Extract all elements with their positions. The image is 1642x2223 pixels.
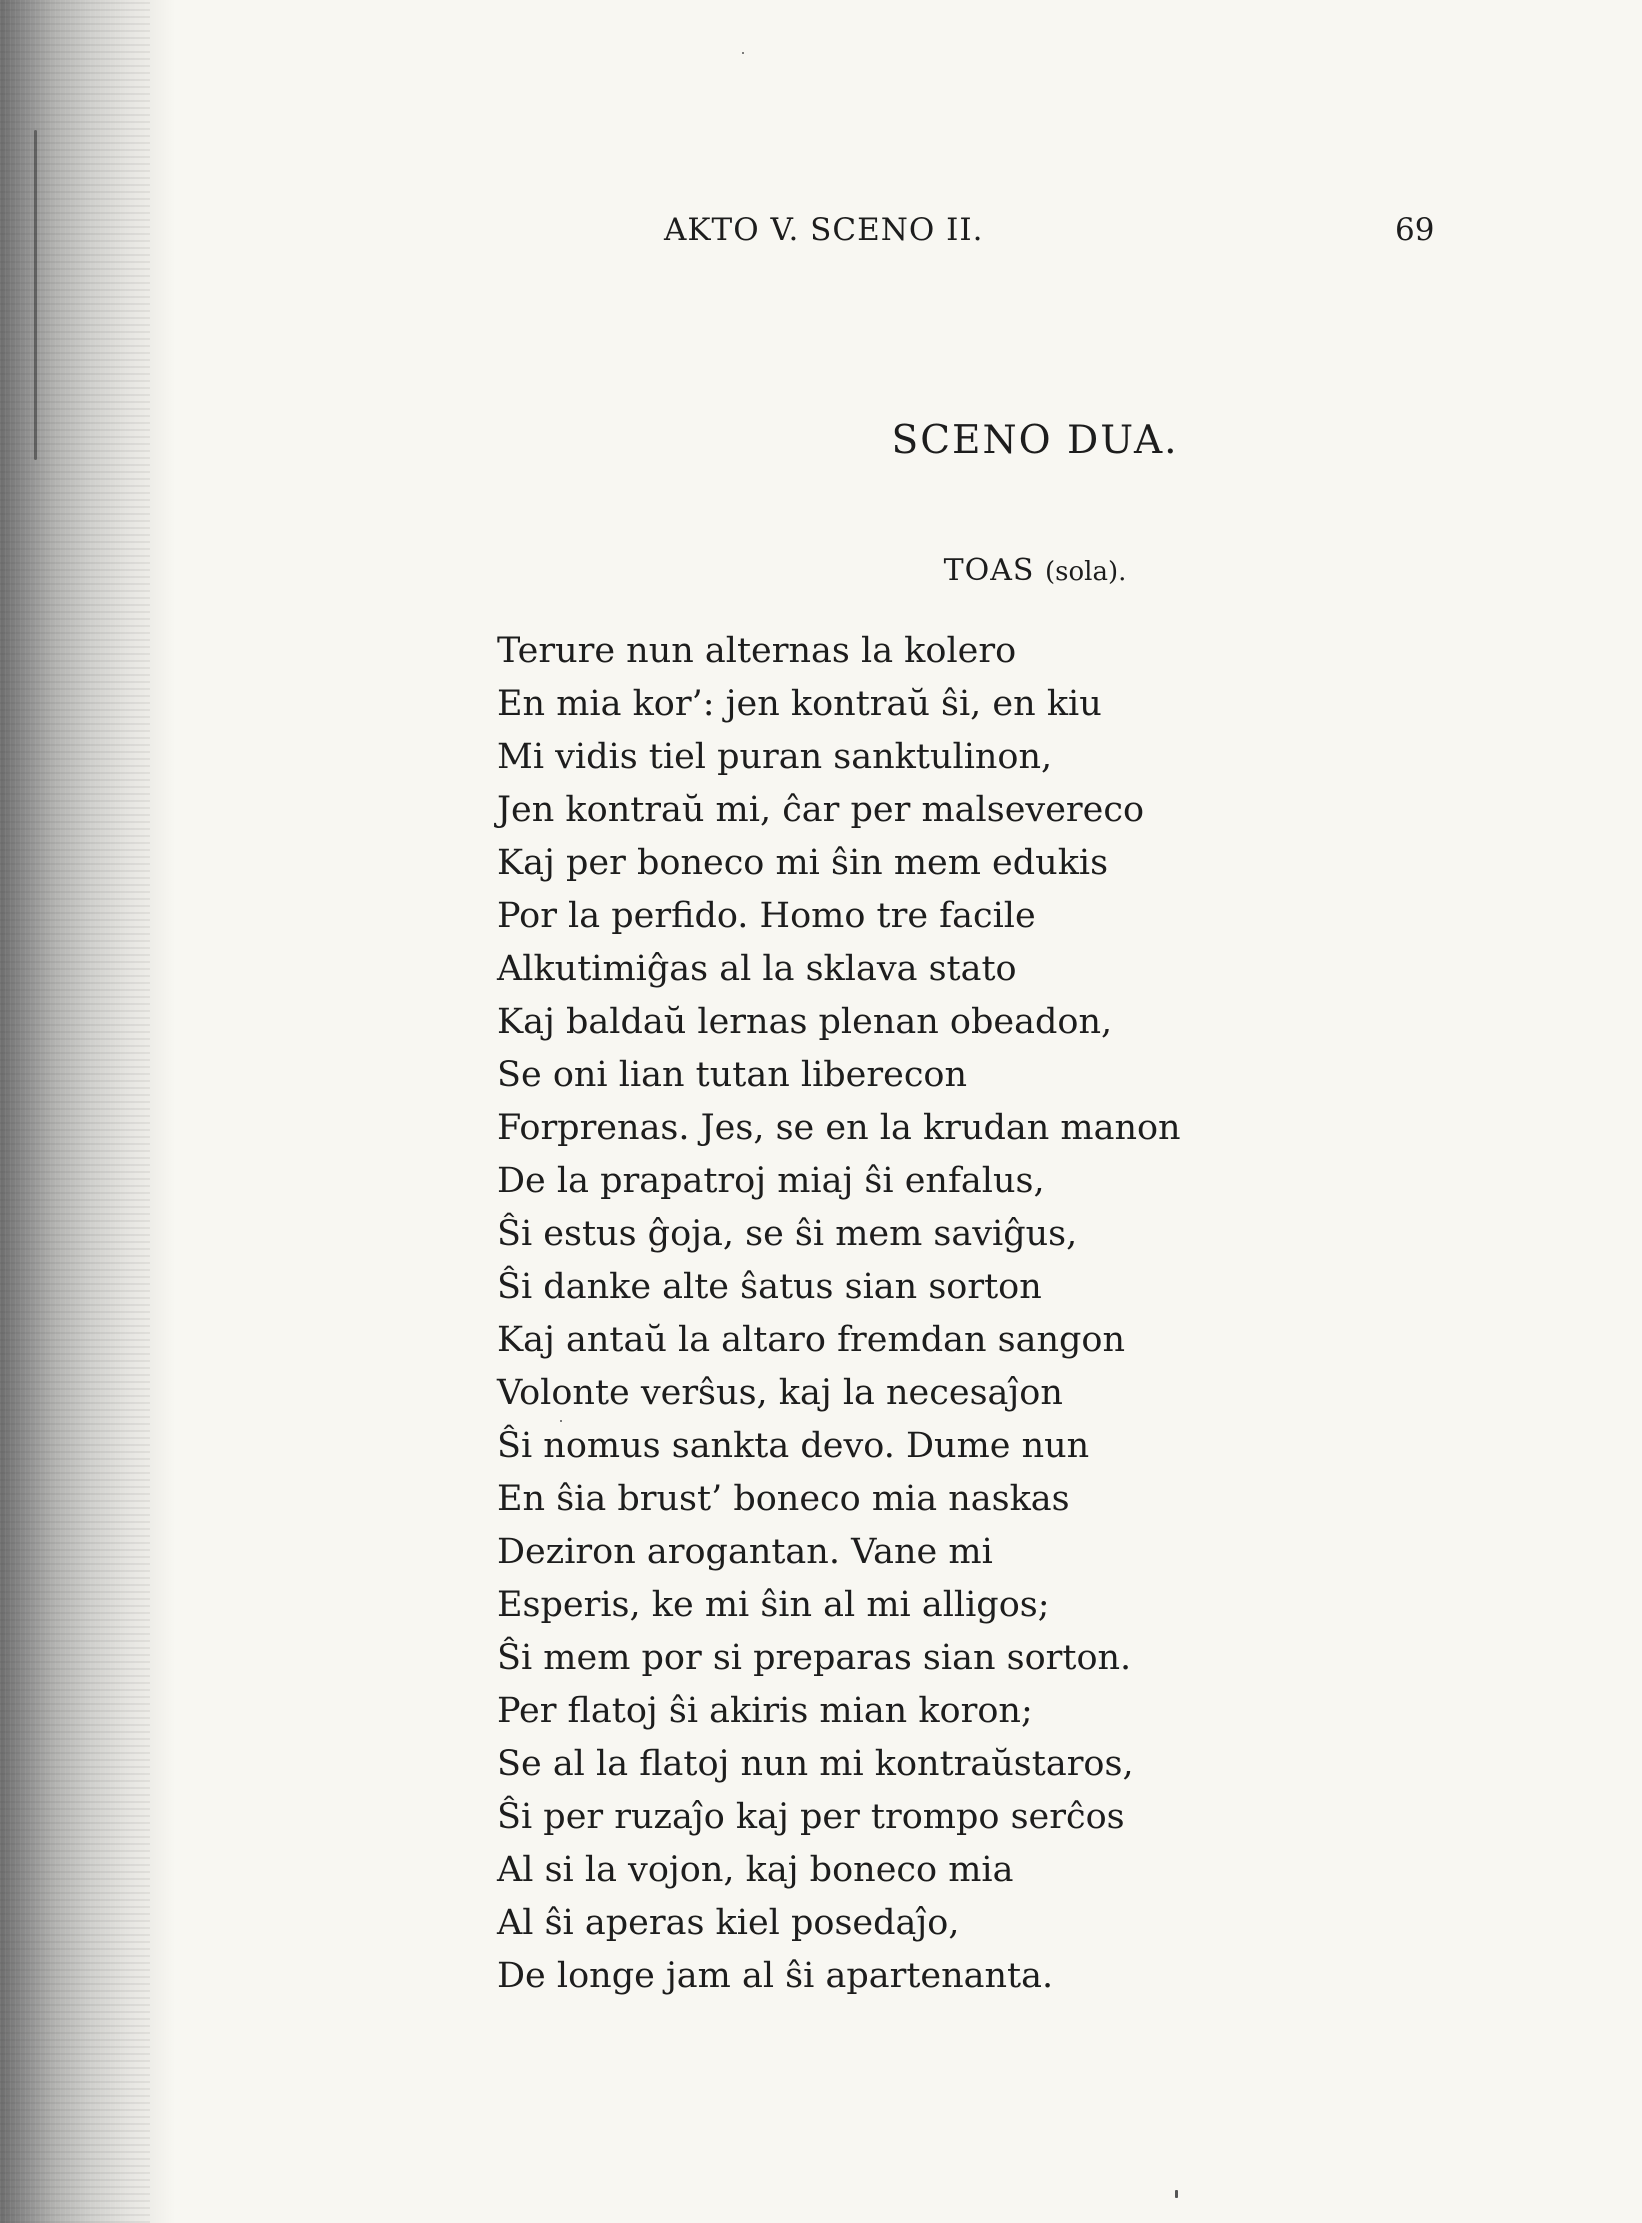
verse-line: Kaj antaŭ la altaro fremdan sangon — [497, 1320, 1126, 1360]
running-header-title: AKTO V. SCENO II. — [664, 212, 984, 248]
verse-line: Por la perfido. Homo tre facile — [497, 896, 1036, 936]
binding-edge-mark — [34, 130, 37, 460]
verse-line: Ŝi nomus sankta devo. Dume nun — [497, 1426, 1090, 1466]
verse-line: Esperis, ke mi ŝin al mi alligos; — [497, 1585, 1050, 1625]
verse-line: Al ŝi aperas kiel posedaĵo, — [497, 1903, 960, 1943]
verse-line: Deziron arogantan. Vane mi — [497, 1532, 993, 1572]
verse-line: Volonte verŝus, kaj la necesaĵon — [497, 1373, 1063, 1413]
verse-line: Ŝi estus ĝoja, se ŝi mem saviĝus, — [497, 1214, 1078, 1254]
binding-texture — [0, 0, 150, 2223]
speaker-heading — [0, 553, 1642, 588]
stage-direction: (sola). — [1045, 557, 1127, 587]
verse-line: Mi vidis tiel puran sanktulinon, — [497, 737, 1053, 777]
page-number: 69 — [1395, 212, 1435, 248]
paper-speck — [1175, 2190, 1178, 2198]
verse-line: Forprenas. Jes, se en la krudan manon — [497, 1108, 1181, 1148]
verse-line: En mia kor’: jen kontraŭ ŝi, en kiu — [497, 684, 1102, 724]
verse-line: Per flatoj ŝi akiris mian koron; — [497, 1691, 1033, 1731]
verse-line: Kaj baldaŭ lernas plenan obeadon, — [497, 1002, 1113, 1042]
speaker-name: TOAS — [943, 553, 1035, 588]
verse-line: De longe jam al ŝi apartenanta. — [497, 1956, 1054, 1996]
verse-line: Terure nun alternas la kolero — [497, 631, 1017, 671]
verse-line: Se oni lian tutan liberecon — [497, 1055, 968, 1095]
scene-title: SCENO DUA. — [891, 418, 1179, 463]
verse-line: Alkutimiĝas al la sklava stato — [497, 949, 1017, 989]
verse-line: Se al la flatoj nun mi kontraŭstaros, — [497, 1744, 1134, 1784]
verse-line: Ŝi mem por si preparas sian sorton. — [497, 1638, 1132, 1678]
verse-line: Ŝi per ruzaĵo kaj per trompo serĉos — [497, 1797, 1125, 1837]
verse-line: En ŝia brust’ boneco mia naskas — [497, 1479, 1070, 1519]
paper-speck — [742, 52, 744, 54]
verse-line: Al si la vojon, kaj boneco mia — [497, 1850, 1014, 1890]
verse-line: Kaj per boneco mi ŝin mem edukis — [497, 843, 1109, 883]
verse-line: De la prapatroj miaj ŝi enfalus, — [497, 1161, 1045, 1201]
verse-block — [497, 625, 1497, 2003]
verse-line: Ŝi danke alte ŝatus sian sorton — [497, 1267, 1042, 1307]
verse-line: Jen kontraŭ mi, ĉar per malsevereco — [497, 790, 1145, 830]
